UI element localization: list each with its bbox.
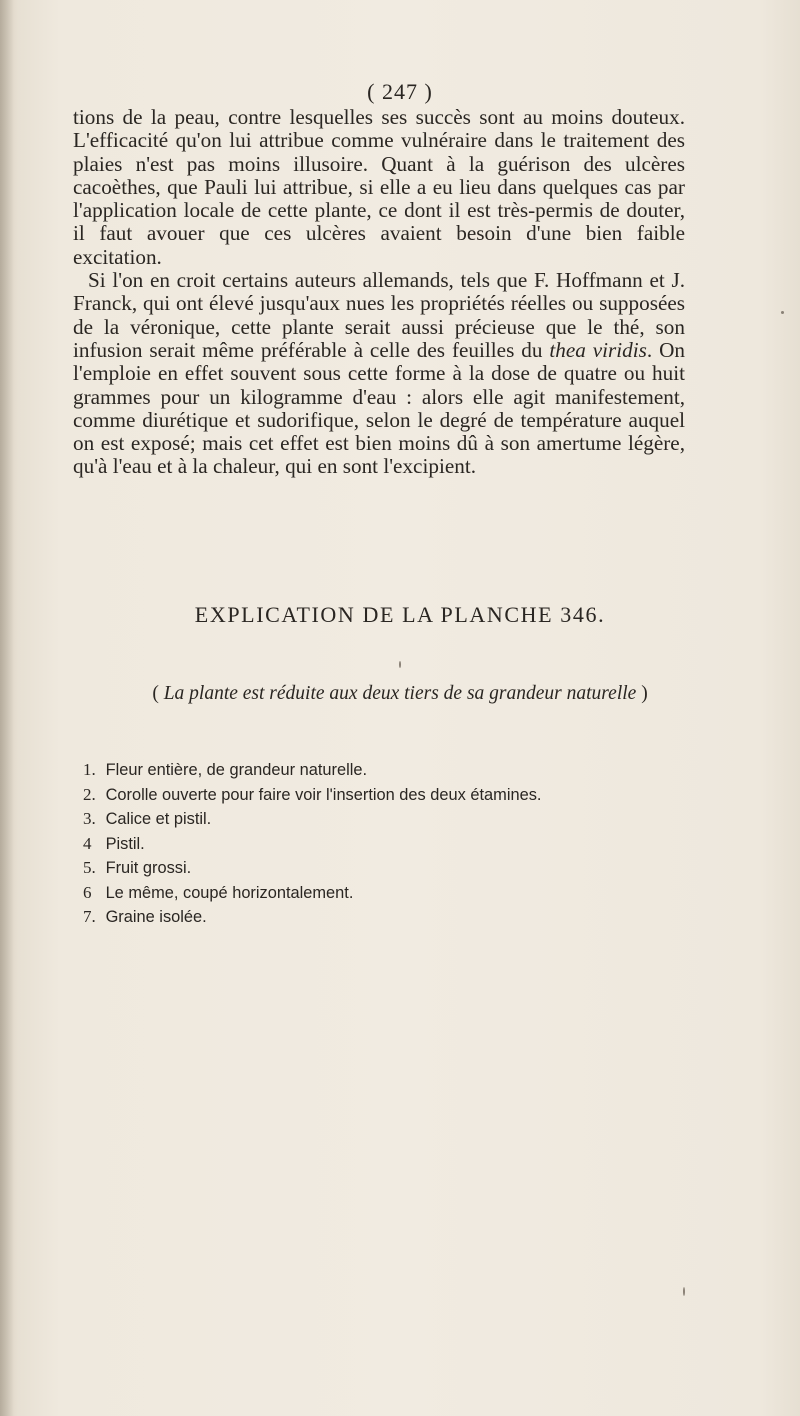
legend-text: Fleur entière, de grandeur naturelle. bbox=[105, 761, 368, 779]
subtitle-close-paren: ) bbox=[636, 683, 648, 704]
paper-speck bbox=[399, 661, 401, 668]
legend-text: Le même, coupé horizontalement. bbox=[105, 883, 354, 902]
plate-subtitle bbox=[0, 683, 800, 705]
paragraph-2 bbox=[73, 269, 685, 479]
legend-number: 3. bbox=[83, 809, 96, 828]
plate-heading: EXPLICATION DE LA PLANCHE 346. bbox=[194, 602, 606, 627]
legend-text: Fruit grossi. bbox=[105, 859, 192, 877]
legend-number: 2. bbox=[83, 784, 96, 804]
paragraph-1 bbox=[73, 106, 685, 269]
legend-item bbox=[83, 856, 723, 881]
legend-text: Graine isolée. bbox=[105, 908, 207, 926]
legend-number: 4 bbox=[83, 833, 92, 853]
legend-number: 5. bbox=[83, 858, 96, 877]
legend-text: Calice et pistil. bbox=[105, 810, 212, 828]
legend-number: 6 bbox=[83, 882, 92, 902]
legend-item bbox=[83, 832, 723, 857]
paper-speck bbox=[683, 1287, 685, 1296]
body-text bbox=[73, 106, 685, 479]
legend-item bbox=[83, 783, 723, 808]
legend-item bbox=[83, 758, 723, 783]
paragraph-1-text: tions de la peau, contre lesquelles ses succès sont au moins douteux. L'efficacité qu'on lui attribue comme vulnéraire dans le traitement des plaies n'est pas moins illusoire. Quant à la guérison des ulcères cacoèthes, que Pauli lui attribue, si elle a eu lieu dans quelques cas par l'application locale de cette plante, ce dont il est très-permis de douter, il faut avouer que ces ulcères avaient besoin d'une bien faible excitation. bbox=[73, 105, 685, 269]
paragraph-2-text-start: Si l'on en croit certains auteurs allemands, tels que F. Hoffmann et J. Franck, qui ont élevé jusqu'aux nues les propriétés réelles ou supposées de la véronique, cette plante serait aussi précieuse que le thé, son infusion serait même préférable à celle des feuilles du bbox=[73, 268, 685, 362]
subtitle-text: La plante est réduite aux deux tiers de sa grandeur naturelle bbox=[163, 683, 637, 704]
paragraph-2-text-end: . On l'emploie en effet souvent sous cette forme à la dose de quatre ou huit grammes pour un kilogramme d'eau : alors elle agit manifestement, comme diurétique et sudorifique, selon le degré de température auquel on est exposé; mais cet effet est bien moins dû à son amertume légère, qu'à l'eau et à la chaleur, qui en sont l'excipient. bbox=[73, 337, 685, 479]
legend-text: Corolle ouverte pour faire voir l'insertion des deux étamines. bbox=[105, 785, 542, 804]
subtitle-open-paren: ( bbox=[152, 683, 164, 704]
legend-item bbox=[83, 881, 723, 906]
legend-text: Pistil. bbox=[105, 834, 145, 853]
paper-speck bbox=[781, 311, 784, 314]
plate-legend bbox=[83, 758, 723, 930]
legend-item bbox=[83, 807, 723, 832]
legend-number: 7. bbox=[83, 907, 96, 926]
gutter-shadow bbox=[0, 0, 14, 1416]
legend-item bbox=[83, 905, 723, 930]
species-name-italic: thea viridis bbox=[549, 337, 647, 362]
page-number: ( 247 ) bbox=[367, 79, 433, 104]
legend-number: 1. bbox=[83, 760, 96, 779]
